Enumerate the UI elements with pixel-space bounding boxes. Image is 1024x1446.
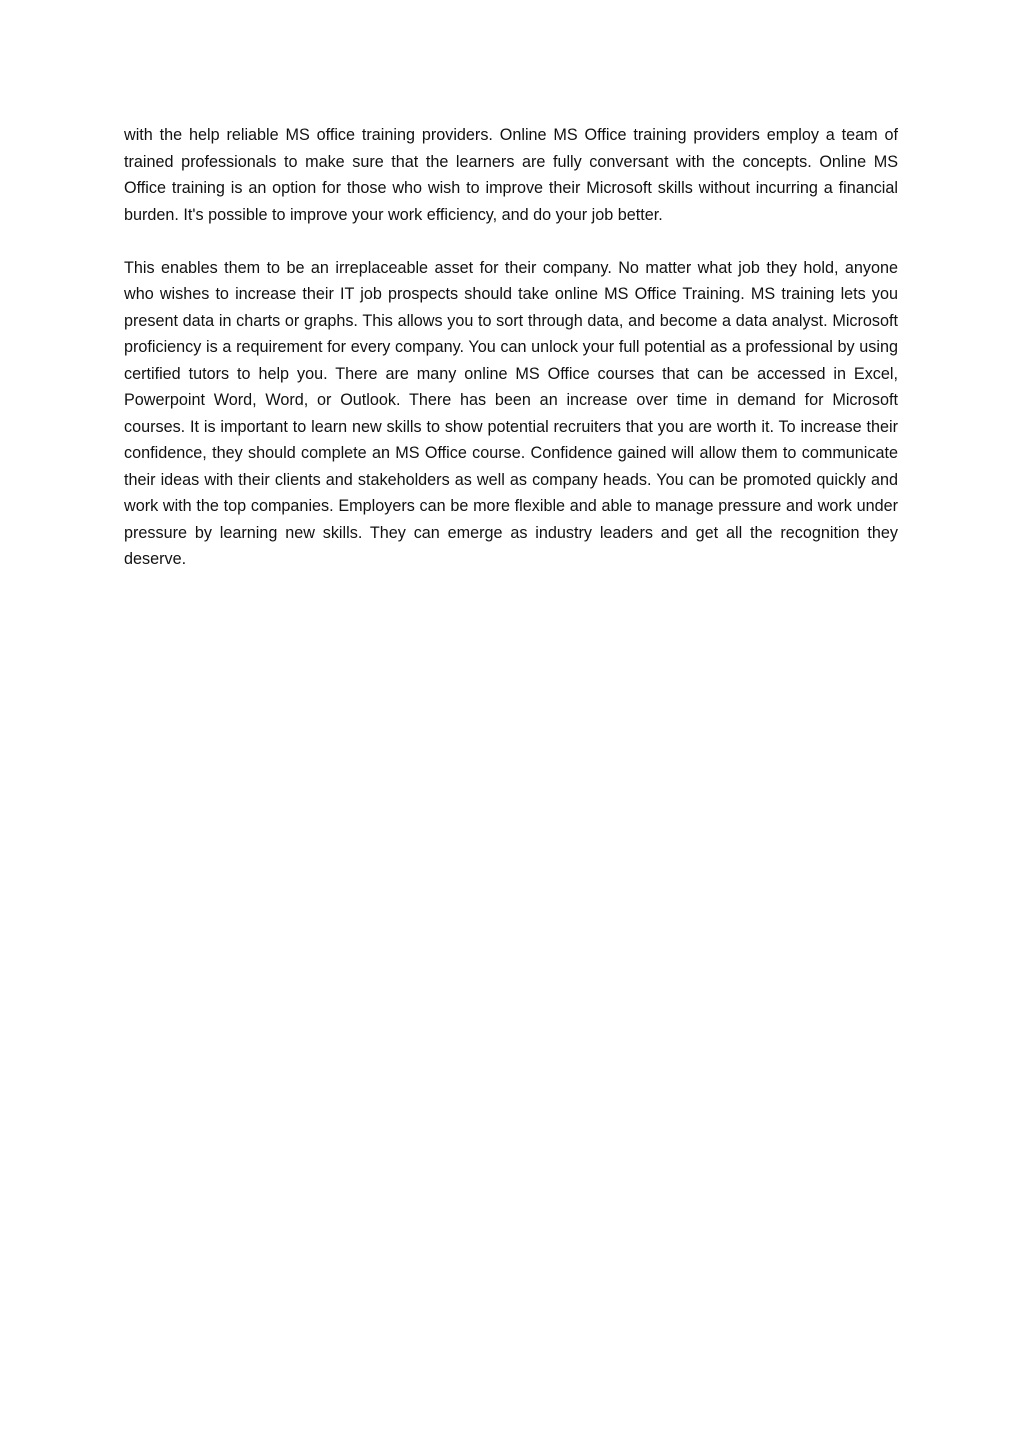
paragraph-1: with the help reliable MS office training providers. Online MS Office training providers employ a team of trained professionals to make sure that the learners are fully conversant with the concepts. Online MS Office training is an option for those who wish to improve their Microsoft skills without incurring a financial burden. It's possible to improve your work efficiency, and do your job better. bbox=[124, 126, 898, 224]
document-body bbox=[124, 122, 898, 573]
paragraph-2: This enables them to be an irreplaceable asset for their company. No matter what job they hold, anyone who wishes to increase their IT job prospects should take online MS Office Training. MS training lets you present data in charts or graphs. This allows you to sort through data, and become a data analyst. Microsoft proficiency is a requirement for every company. You can unlock your full potential as a professional by using certified tutors to help you. There are many online MS Office courses that can be accessed in Excel, Powerpoint Word, Word, or Outlook. There has been an increase over time in demand for Microsoft courses. It is important to learn new skills to show potential recruiters that you are worth it. To increase their confidence, they should complete an MS Office course. Confidence gained will allow them to communicate their ideas with their clients and stakeholders as well as company heads. You can be promoted quickly and work with the top companies. Employers can be more flexible and able to manage pressure and work under pressure by learning new skills. They can emerge as industry leaders and get all the recognition they deserve. bbox=[124, 258, 898, 568]
